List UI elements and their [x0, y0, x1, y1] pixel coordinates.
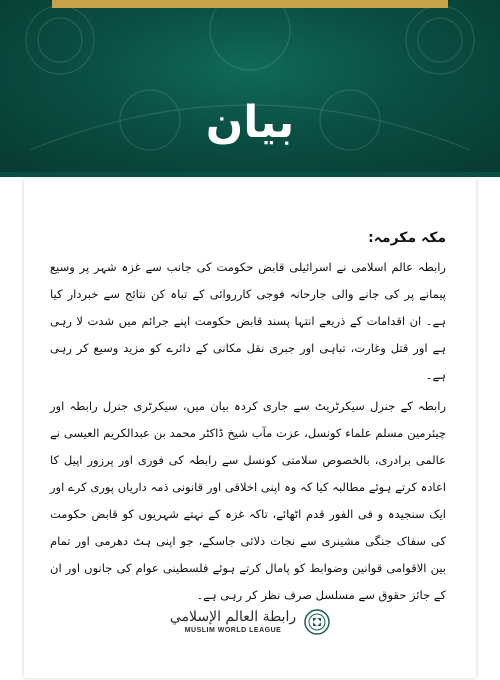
- logo-arabic-text: رابطة العالم الإسلامي: [169, 609, 297, 625]
- mwl-emblem-icon: [304, 609, 330, 635]
- page-title: بیان: [205, 97, 295, 148]
- statement-body: [24, 254, 476, 609]
- mwl-logo: [24, 608, 476, 636]
- paragraph-2: رابطہ کے جنرل سیکرٹریٹ سے جاری کردہ بیان میں، سیکرٹری جنرل رابطہ اور چیئرمین مسلم علماء کونسل، عزت مآب شیخ ڈاکٹر محمد بن عبدالکریم العیسی نے عالمی برادری، بالخصوص سلامتی کونسل سے رابطہ کی فوری اور پرزور اپیل کا اعادہ کرتے ہوئے مطالبہ کیا کہ وہ اپنی اخلاقی اور قانونی ذمہ داریاں پوری کرے اور ایک سنجیدہ و فی الفور قدم اٹھائے، تاکہ غزہ کے نہتے شہریوں کو قابض حکومت کی سفاک جنگی مشینری سے نجات دلائی جاسکے، جو اپنی ہٹ دھرمی اور تمام بین الاقوامی قوانین وضوابط کو پامال کرتے ہوئے فلسطینی عوام کی جانوں اور ان کے جائز حقوق سے مسلسل صرف نظر کر رہی ہے۔: [50, 399, 446, 602]
- logo-text: [170, 608, 296, 636]
- statement-card: [24, 178, 476, 678]
- gold-top-strip: [52, 0, 448, 8]
- header-banner: [0, 0, 500, 172]
- header-divider: [0, 172, 500, 177]
- logo-english-text: MUSLIM WORLD LEAGUE: [184, 627, 282, 634]
- paragraph-1: رابطہ عالم اسلامی نے اسرائیلی قابض حکومت کی جانب سے غزہ شہر پر وسیع پیمانے پر کی جانے والی جارحانہ فوجی کارروائی کے تباہ کن نتائج سے خبردار کیا ہے۔ ان اقدامات کے ذریعے انتہا پسند قابض حکومت اپنے جرائم میں شدت لا رہی ہے اور قتل وغارت، تباہی اور جبری نقل مکانی کے دائرے کو مزید وسیع کر رہی ہے۔: [50, 260, 446, 382]
- dateline: مکہ مکرمہ:: [368, 230, 446, 246]
